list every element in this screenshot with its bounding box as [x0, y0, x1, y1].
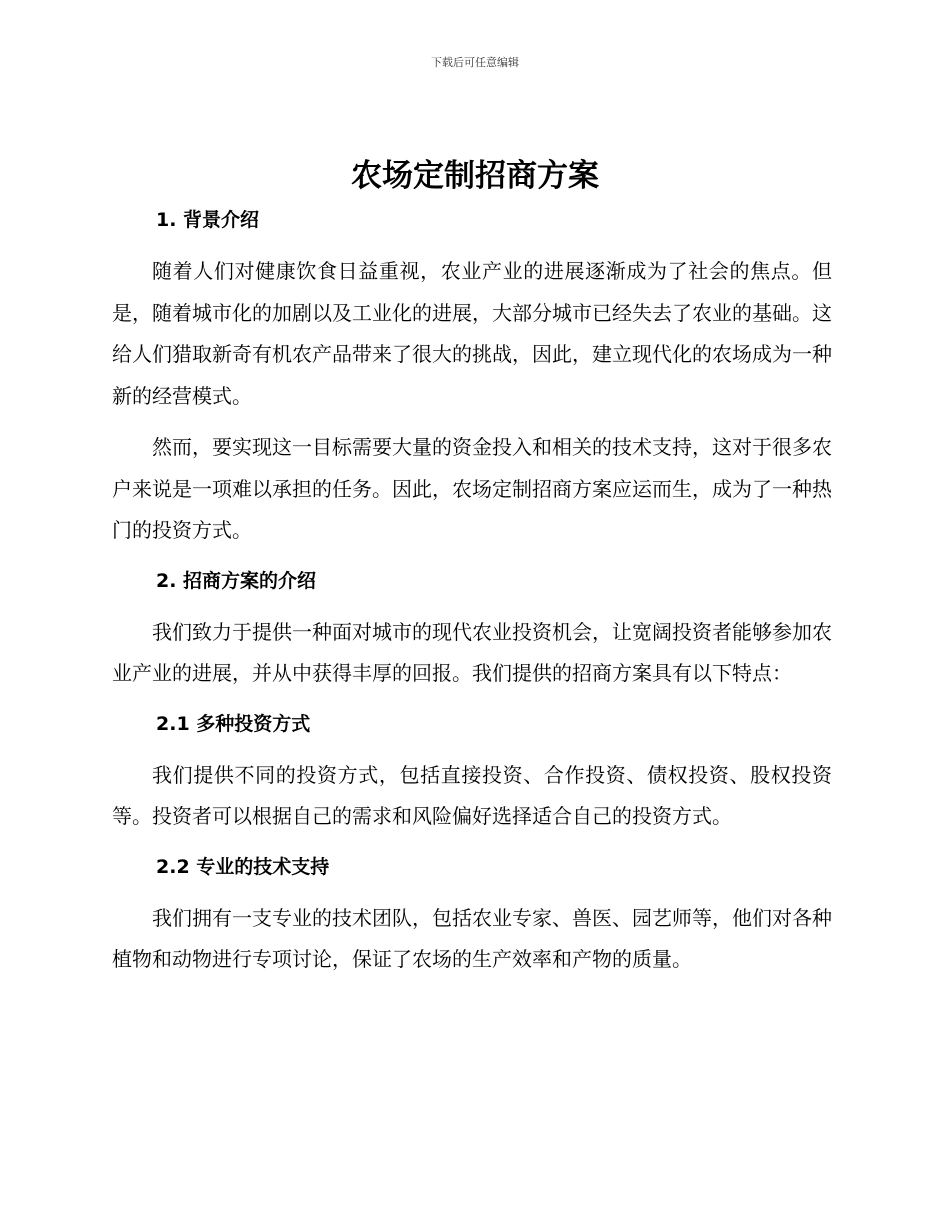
section-heading: 2.2 专业的技术支持: [156, 855, 330, 878]
section-heading: 2. 招商方案的介绍: [156, 569, 317, 592]
section-investment-methods: [112, 705, 832, 848]
paragraph: 我们致力于提供一种面对城市的现代农业投资机会，让宽阔投资者能够参加农业产业的进展，并从中获得丰厚的回报。我们提供的招商方案具有以下特点：: [112, 619, 832, 685]
section-introduction: [112, 562, 832, 705]
paragraph: 然而，要实现这一目标需要大量的资金投入和相关的技术支持，这对于很多农户来说是一项难以承担的任务。因此，农场定制招商方案应运而生，成为了一种热门的投资方式。: [112, 435, 832, 542]
paragraph: 我们提供不同的投资方式，包括直接投资、合作投资、债权投资、股权投资等。投资者可以根据自己的需求和风险偏好选择适合自己的投资方式。: [112, 762, 832, 828]
paragraph: 我们拥有一支专业的技术团队，包括农业专家、兽医、园艺师等，他们对各种植物和动物进行专项讨论，保证了农场的生产效率和产物的质量。: [112, 905, 832, 971]
section-heading: 1. 背景介绍: [156, 209, 260, 231]
document-body: [112, 201, 832, 981]
section-technical-support: [112, 848, 832, 981]
document-title: 农场定制招商方案: [351, 158, 599, 194]
header-note: 下载后可任意编辑: [431, 56, 519, 69]
paragraph: 随着人们对健康饮食日益重视，农业产业的进展逐渐成为了社会的焦点。但是，随着城市化的加剧以及工业化的进展，大部分城市已经失去了农业的基础。这给人们猎取新奇有机农产品带来了很大的挑战，因此，建立现代化的农场成为一种新的经营模式。: [112, 259, 832, 408]
section-heading: 2.1 多种投资方式: [156, 712, 311, 735]
section-background: [112, 201, 832, 562]
